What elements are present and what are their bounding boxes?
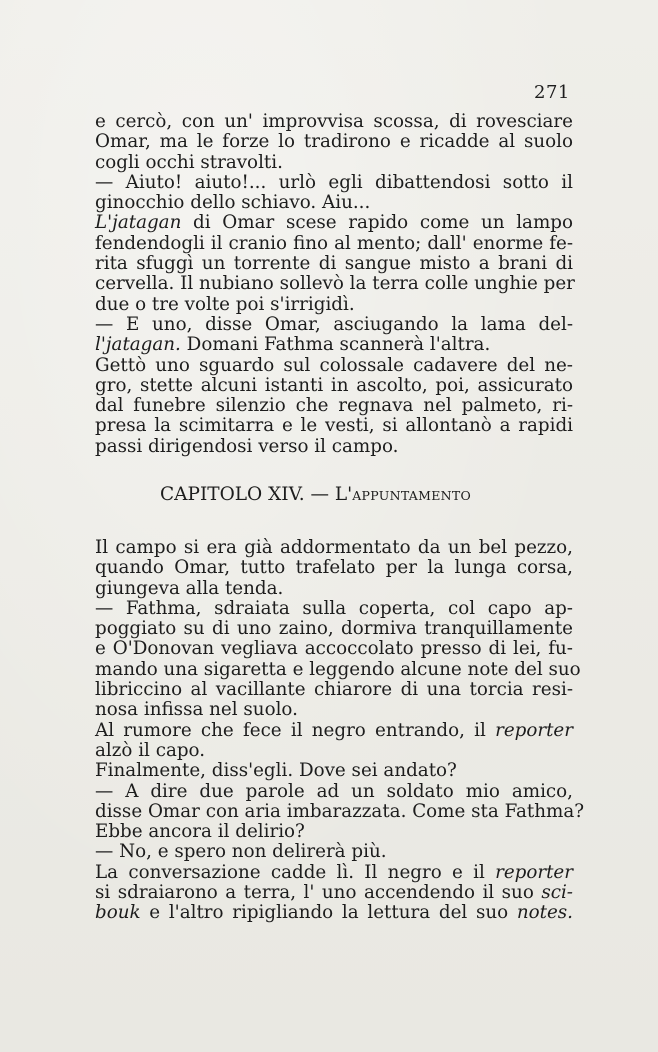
text-line — [95, 863, 573, 883]
text-line: passi dirigendosi verso il campo. — [95, 435, 399, 457]
text-line: quando Omar, tutto trafelato per la lunga corsa, — [95, 557, 573, 579]
text-line: Gettò uno sguardo sul colossale cadavere del ne- — [95, 354, 573, 376]
italic-word: reporter — [495, 861, 573, 883]
text-line: mando una sigaretta e leggendo alcune note del suo — [95, 658, 581, 680]
text-run: Domani Fathma scannerà l'altra. — [180, 334, 491, 356]
text-line: ginocchio dello schiavo. Aiu... — [95, 192, 371, 214]
text-run: La conversazione cadde lì. Il negro e il — [95, 861, 496, 883]
text-line: Il campo si era già addormentato da un bel pezzo, — [95, 537, 573, 558]
text-line — [95, 721, 573, 741]
text-line: poggiato su di uno zaino, dormiva tranquillamente — [95, 618, 573, 640]
italic-word: sci- — [541, 882, 573, 904]
text-line: e cercò, con un' improvvisa scossa, di rovesciare — [95, 111, 573, 132]
text-line: fendendogli il cranio fino al mento; dall' enorme fe- — [95, 232, 573, 254]
text-line — [95, 883, 573, 903]
page-number: 271 — [534, 82, 570, 103]
italic-word: L'jatagan — [95, 212, 182, 234]
text-line: alzò il capo. — [95, 739, 206, 761]
chapter-subtitle-initial: L' — [334, 484, 353, 505]
text-run: Al rumore che fece il negro entrando, il — [95, 719, 496, 741]
text-line — [95, 213, 573, 233]
text-line: — A dire due parole ad un soldato mio amico, — [95, 780, 573, 802]
text-line: nosa infissa nel suolo. — [95, 699, 298, 721]
text-line — [95, 903, 573, 923]
text-line: cervella. Il nubiano sollevò la terra colle unghie per — [95, 273, 575, 295]
text-run: di Omar scese rapido come un lampo — [181, 212, 573, 234]
chapter-title: CAPITOLO XIV. — — [160, 484, 335, 505]
chapter-subtitle: APPUNTAMENTO — [352, 488, 472, 503]
text-block-before-chapter — [95, 112, 573, 457]
italic-word: l'jatagan. — [95, 334, 181, 356]
text-line — [95, 335, 573, 355]
text-line: — Fathma, sdraiata sulla coperta, col capo ap- — [95, 597, 573, 619]
text-line: — E uno, disse Omar, asciugando la lama del- — [95, 313, 573, 335]
text-line: dal funebre silenzio che regnava nel palmeto, ri- — [95, 395, 573, 417]
text-line: — No, e spero non delirerà più. — [95, 841, 387, 863]
text-block-after-chapter — [95, 537, 585, 924]
italic-word: bouk — [95, 902, 141, 924]
text-line: due o tre volte poi s'irrigidì. — [95, 293, 355, 315]
text-run: si sdraiarono a terra, l' uno accendendo il suo — [95, 882, 542, 904]
italic-word: notes. — [516, 902, 573, 924]
text-line: Ebbe ancora il delirio? — [95, 821, 305, 843]
text-line: cogli occhi stravolti. — [95, 151, 283, 173]
text-line: rita sfuggì un torrente di sangue misto a brani di — [95, 253, 573, 275]
text-line: e O'Donovan vegliava accoccolato presso di lei, fu- — [95, 638, 573, 660]
text-line: presa la scimitarra e le vesti, si allontanò a rapidi — [95, 415, 573, 437]
text-line: disse Omar con aria imbarazzata. Come sta Fathma? — [95, 800, 585, 822]
text-line: Omar, ma le forze lo tradirono e ricadde al suolo — [95, 131, 573, 153]
text-line: gro, stette alcuni istanti in ascolto, poi, assicurato — [95, 374, 573, 396]
text-line: giungeva alla tenda. — [95, 577, 284, 599]
text-line: Finalmente, diss'egli. Dove sei andato? — [95, 760, 457, 782]
chapter-heading — [160, 484, 471, 505]
text-run: e l'altro ripigliando la lettura del suo — [140, 902, 517, 924]
text-line: libriccino al vacillante chiarore di una torcia resi- — [95, 679, 573, 701]
italic-word: reporter — [495, 719, 573, 741]
text-line: — Aiuto! aiuto!... urlò egli dibattendosi sotto il — [95, 171, 573, 193]
